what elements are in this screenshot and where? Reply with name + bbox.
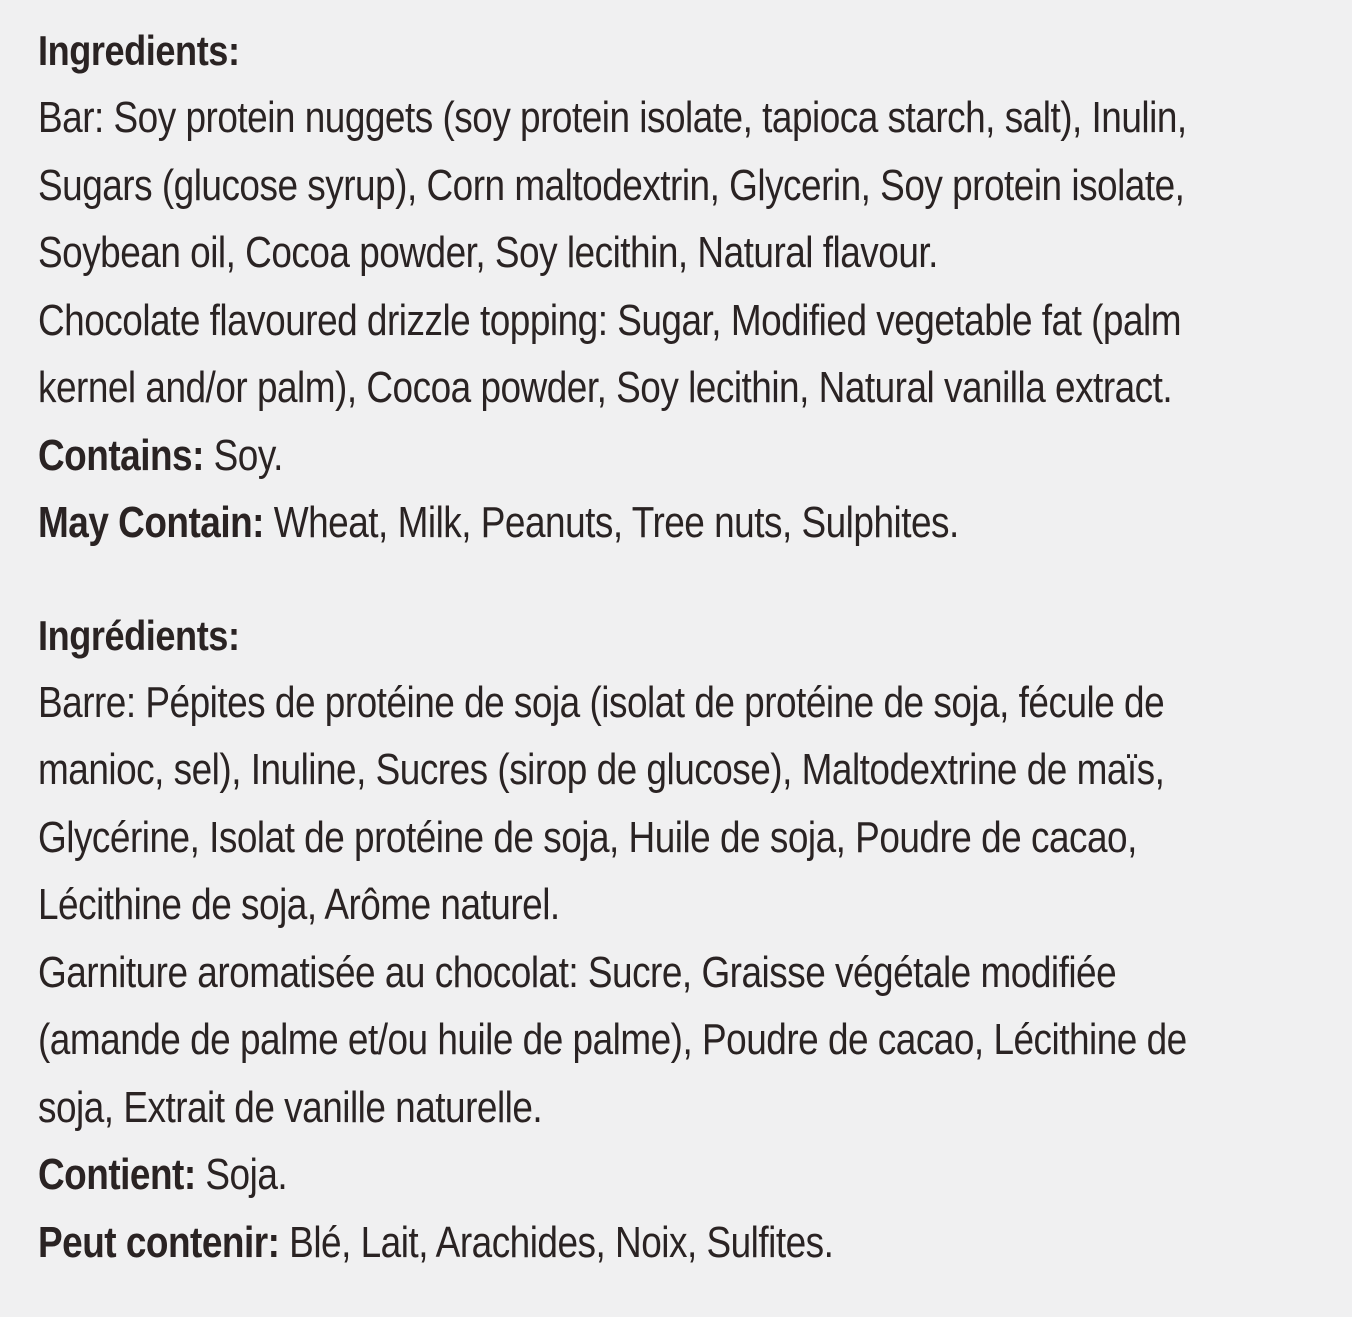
english-ingredient-line: Bar: Soy protein nuggets (soy protein isolate, tapioca starch, salt), Inulin, [38, 93, 1187, 142]
french-ingredient-line: Barre: Pépites de protéine de soja (isolat de protéine de soja, fécule de [38, 677, 1165, 727]
french-ingredient-line: manioc, sel), Inuline, Sucres (sirop de glucose), Maltodextrine de maïs, [38, 745, 1165, 794]
english-contains-label: Contains: [38, 430, 204, 480]
french-ingredient-line: Glycérine, Isolat de protéine de soja, Huile de soja, Poudre de cacao, [38, 812, 1137, 862]
french-may-contain-line [38, 1209, 1108, 1277]
french-may-contain-label: Peut contenir: [38, 1217, 280, 1267]
french-ingredient-line: soja, Extrait de vanille naturelle. [38, 1082, 543, 1132]
french-contains-value: Soja. [195, 1150, 288, 1199]
french-may-contain-value: Blé, Lait, Arachides, Noix, Sulfites. [279, 1217, 834, 1267]
english-contains-value: Soy. [203, 430, 283, 480]
english-ingredient-line: Sugars (glucose syrup), Corn maltodextrin, Glycerin, Soy protein isolate, [38, 160, 1185, 210]
english-ingredient-line: kernel and/or palm), Cocoa powder, Soy lecithin, Natural vanilla extract. [38, 363, 1173, 412]
french-ingredients-block [38, 603, 1312, 1277]
french-ingredient-line: Garniture aromatisée au chocolat: Sucre, Graisse végétale modifiée [38, 947, 1117, 997]
english-contains-line [38, 422, 1108, 490]
french-ingredient-line: (amande de palme et/ou huile de palme), Poudre de cacao, Lécithine de [38, 1015, 1187, 1064]
english-ingredients-block [38, 18, 1312, 557]
french-heading: Ingrédients: [38, 611, 240, 659]
english-may-contain-label: May Contain: [38, 498, 264, 547]
french-ingredient-line: Lécithine de soja, Arôme naturel. [38, 880, 560, 929]
english-heading: Ingredients: [38, 27, 240, 74]
english-ingredient-line: Soybean oil, Cocoa powder, Soy lecithin, Natural flavour. [38, 228, 938, 277]
english-may-contain-line [38, 489, 1108, 557]
french-contains-label: Contient: [38, 1150, 196, 1199]
english-ingredient-line: Chocolate flavoured drizzle topping: Sugar, Modified vegetable fat (palm [38, 295, 1182, 345]
french-contains-line [38, 1141, 1108, 1209]
english-may-contain-value: Wheat, Milk, Peanuts, Tree nuts, Sulphites. [263, 498, 959, 547]
